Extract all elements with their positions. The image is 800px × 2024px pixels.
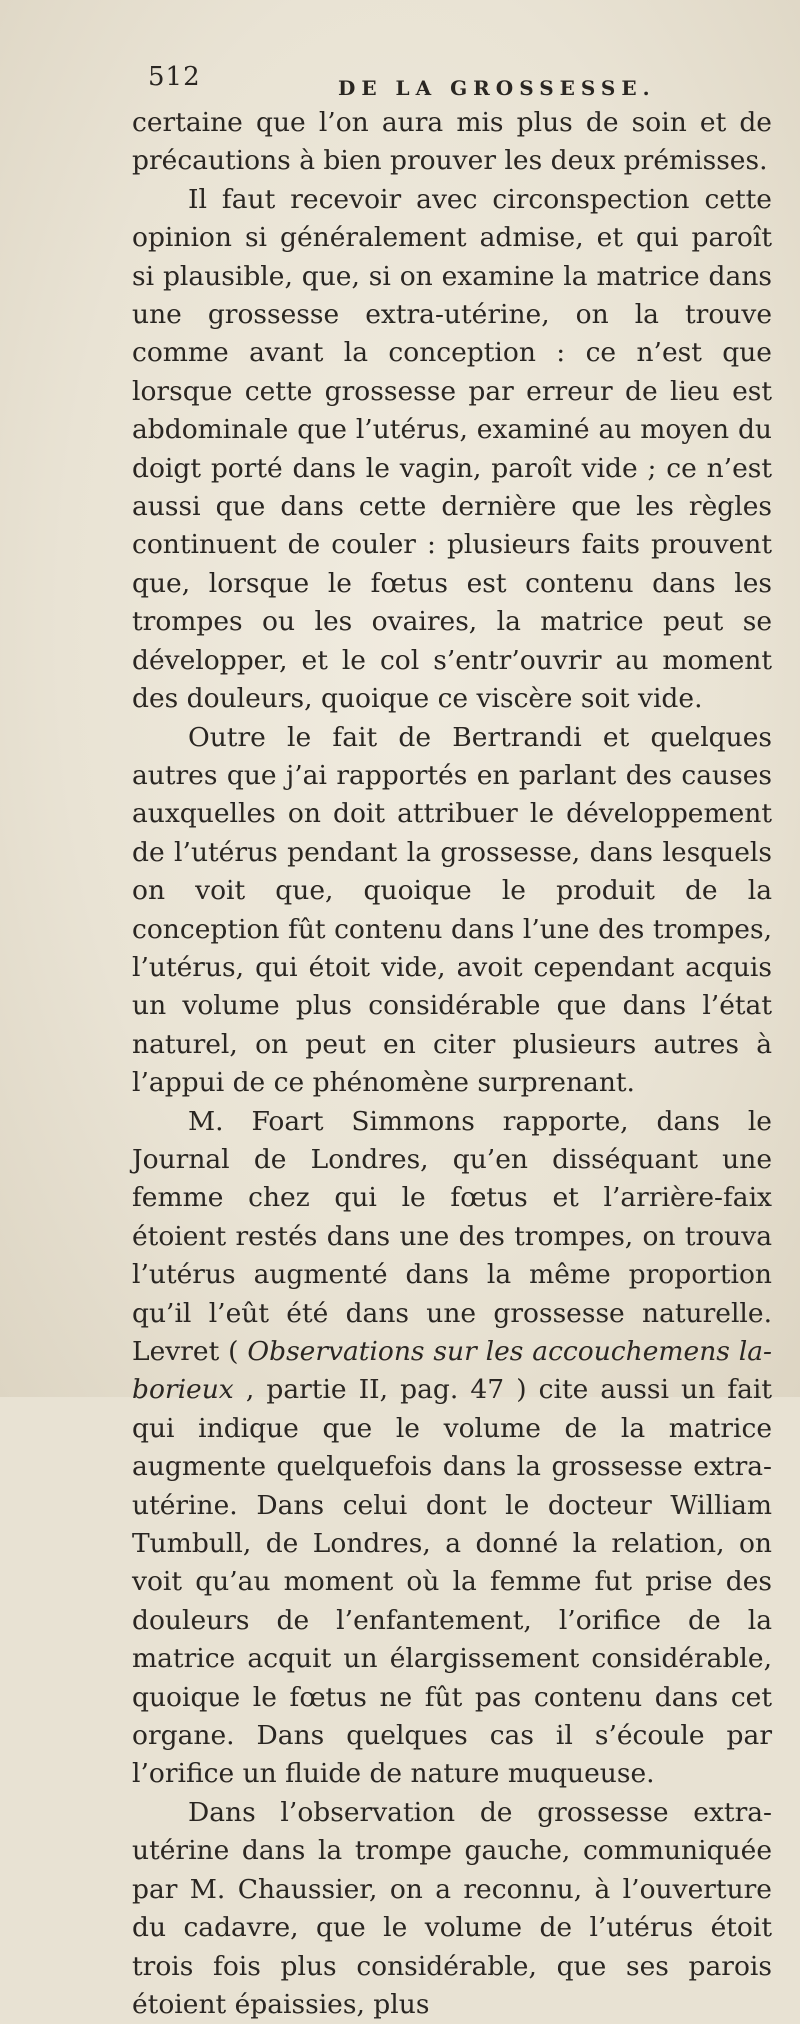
running-head: DE LA GROSSESSE. (338, 76, 656, 100)
paragraph-4-italic-title: Observations sur les accouchemens laborieux (132, 1336, 772, 1406)
paragraph-4-text-after: , partie II, pag. 47 ) cite aussi un fait qui indique que le volume de la matrice augmente quelquefois dans la grossesse extra-utérine. Dans celui dont le docteur William Tumbull, de Londres, a donné la relation, on voit qu’au moment où la femme fut prise des douleurs de l’enfantement, l’orifice de la matrice acquit un élargissement considérable, quoique le fœtus ne fût pas contenu dans cet organe. Dans quelques cas il s’écoule par l’orifice un fluide de nature muqueuse. (132, 1374, 772, 1790)
page-number: 512 (148, 62, 201, 92)
paragraph-3: Outre le fait de Bertrandi et quelques autres que j’ai rapportés en parlant des causes auxquelles on doit attribuer le développement de l’utérus pendant la grossesse, dans lesquels on voit que, quoique le produit de la conception fût contenu dans l’une des trompes, l’utérus, qui étoit vide, avoit cependant acquis un volume plus considérable que dans l’état naturel, on peut en citer plusieurs autres à l’appui de ce phénomène surprenant. (132, 721, 772, 1099)
body-text (132, 104, 772, 2024)
paragraph-4-text-before: M. Foart Simmons rapporte, dans le Journal de Londres, qu’en disséquant une femme chez qui le fœtus et l’arrière-faix étoient restés dans une des trompes, on trouva l’utérus augmenté dans la même proportion qu’il l’eût été dans une grossesse naturelle. Levret ( (132, 1105, 772, 1367)
paragraph-1: certaine que l’on aura mis plus de soin et de précautions à bien prouver les deux prémisses. (132, 107, 772, 177)
page-header (0, 62, 800, 102)
paragraph-2: Il faut recevoir avec circonspection cette opinion si généralement admise, et qui paroît si plausible, que, si on examine la matrice dans une grossesse extra-utérine, on la trouve comme avant la conception : ce n’est que lorsque cette grossesse par erreur de lieu est abdominale que l’utérus, examiné au moyen du doigt porté dans le vagin, paroît vide ; ce n’est aussi que dans cette dernière que les règles continuent de couler : plusieurs faits prouvent que, lorsque le fœtus est contenu dans les trompes ou les ovaires, la matrice peut se développer, et le col s’entr’ouvrir au moment des douleurs, quoique ce viscère soit vide. (132, 183, 772, 715)
paragraph-5: Dans l’observation de grossesse extra-utérine dans la trompe gauche, communiquée par M. Chaussier, on a reconnu, à l’ouverture du cadavre, que le volume de l’utérus étoit trois fois plus considérable, que ses parois étoient épaissies, plus (132, 1796, 772, 2020)
paragraph-4 (132, 1103, 772, 1794)
